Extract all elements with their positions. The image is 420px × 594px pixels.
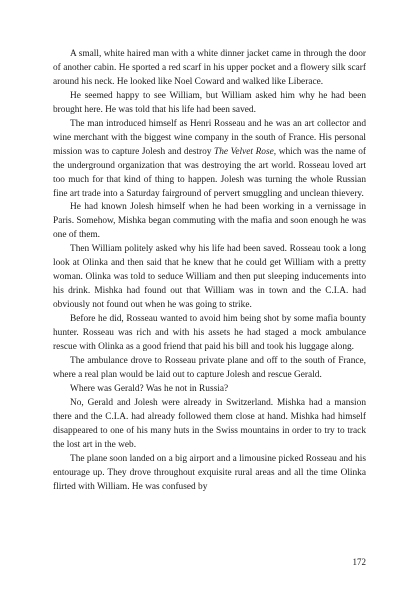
italic-title: The Velvet Rose, xyxy=(214,146,277,157)
paragraph: The plane soon landed on a big airport and a limousine picked Rosseau and his entourage up. They drove throughout exquisite rural areas and all the time Olinka flirted with William. He was confused by xyxy=(53,453,366,492)
paragraph-text: which was the name of the underground organization that was destroying the art world. Rosseau loved art too much for that kind of thing to happen. Jolesh was turning the whole Russian fine art trade into a Saturday fairground of pervert smuggling and unclean thievery. xyxy=(53,146,366,199)
paragraph: He seemed happy to see William, but William asked him why he had been brought here. He was told that his life had been saved. xyxy=(53,90,366,115)
paragraph: A small, white haired man with a white dinner jacket came in through the door of another cabin. He sported a red scarf in his upper pocket and a flowery silk scarf around his neck. He looked like Noel Coward and walked like Liberace. xyxy=(53,49,366,87)
body-text xyxy=(53,48,366,495)
paragraph-text: The man introduced himself as Henri Rosseau and he was an art collector and wine merchant with the biggest wine company in the south of France. His personal mission was to capture Jolesh and destroy xyxy=(53,118,366,157)
paragraph: Where was Gerald? Was he not in Russia? xyxy=(70,383,229,394)
paragraph xyxy=(53,118,366,202)
paragraph: The ambulance drove to Rosseau private plane and off to the south of France, where a real plan would be laid out to capture Jolesh and rescue Gerald. xyxy=(53,355,366,380)
page-number: 172 xyxy=(352,557,366,567)
paragraph: He had known Jolesh himself when he had been working in a vernissage in Paris. Somehow, Mishka began commuting with the mafia and soon enough he was one of them. xyxy=(53,202,366,241)
paragraph: No, Gerald and Jolesh were already in Switzerland. Mishka had a mansion there and the C.I.A. had already followed them close at hand. Mishka had himself disappeared to one of his many huts in the Swiss mountains in order to try to track the lost art in the web. xyxy=(53,397,366,450)
paragraph: Then William politely asked why his life had been saved. Rosseau took a long look at Olinka and then said that he knew that he could get William with a pretty woman. Olinka was told to seduce William and then put sleeping inducements into his drink. Mishka had found out that William was in town and the C.I.A. had obviously not found out when he was going to strike. xyxy=(53,244,366,311)
paragraph: Before he did, Rosseau wanted to avoid him being shot by some mafia bounty hunter. Rosseau was rich and with his assets he had staged a mock ambulance rescue with Olinka as a good friend that paid his bill and took his luggage along. xyxy=(53,314,366,353)
